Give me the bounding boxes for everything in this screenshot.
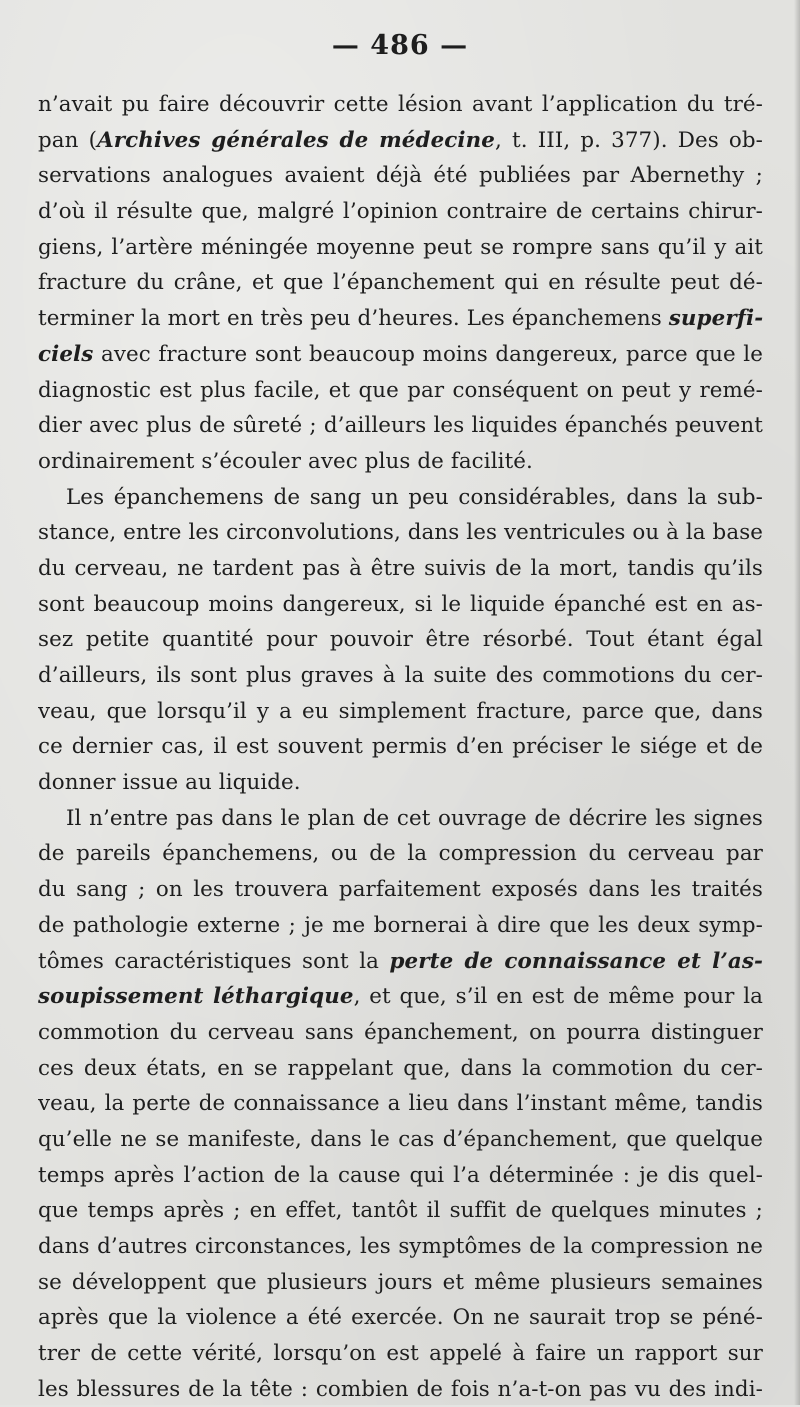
text-segment: ce dernier cas, il est souvent permis d’en préciser le siége et de	[38, 734, 763, 760]
text-segment: temps après l’action de la cause qui l’a déterminée : je dis quel-	[38, 1162, 763, 1188]
text-segment: dans d’autres circonstances, les symptômes de la compression ne	[38, 1234, 763, 1259]
text-segment: stance, entre les circonvolutions, dans les ventricules ou à la base	[38, 520, 763, 546]
text-line	[38, 1193, 763, 1229]
text-segment: ces deux états, en se rappelant que, dans la commotion du cer-	[38, 1055, 763, 1081]
text-segment: servations analogues avaient déjà été publiées par Abernethy ;	[38, 163, 763, 189]
text-line	[38, 230, 763, 266]
italic-text: perte de connaissance et l’as-	[389, 948, 763, 974]
text-line	[38, 836, 763, 872]
page-number: — 486 —	[331, 30, 469, 61]
text-segment: giens, l’artère méningée moyenne peut se rompre sans qu’il y ait	[38, 234, 763, 260]
text-line	[38, 729, 763, 765]
text-segment: , et que, s’il en est de même pour la	[353, 984, 763, 1010]
text-segment: se développent que plusieurs jours et même plusieurs semaines	[38, 1269, 763, 1295]
page-edge-shadow	[794, 0, 800, 1405]
text-segment: Les épanchemens de sang un peu considérables, dans la sub-	[66, 484, 763, 510]
text-segment: sont beaucoup moins dangereux, si le liquide épanché est en as-	[38, 591, 763, 617]
text-segment: commotion du cerveau sans épanchement, on pourra distinguer	[38, 1019, 763, 1045]
text-segment: veau, la perte de connaissance a lieu dans l’instant même, tandis	[38, 1091, 763, 1117]
text-line	[38, 1086, 763, 1122]
text-segment: sez petite quantité pour pouvoir être résorbé. Tout étant égal	[38, 627, 763, 653]
text-line	[38, 1372, 763, 1407]
text-line	[38, 979, 763, 1015]
text-segment: tômes caractéristiques sont la	[38, 948, 390, 974]
text-line	[38, 1229, 763, 1265]
text-line	[38, 1122, 763, 1158]
text-segment: les blessures de la tête : combien de fois n’a-t-on pas vu des indi-	[38, 1376, 763, 1402]
text-line	[38, 444, 763, 480]
text-line	[38, 872, 763, 908]
text-line	[38, 123, 763, 159]
text-line	[38, 194, 763, 230]
text-segment: fracture du crâne, et que l’épanchement qui en résulte peut dé-	[38, 270, 763, 296]
text-segment: , t. III, p. 377). Des ob-	[495, 127, 763, 153]
text-segment: de pareils épanchemens, ou de la compression du cerveau par	[38, 841, 763, 867]
text-line	[38, 265, 763, 301]
text-line	[38, 658, 763, 694]
body-text	[38, 87, 763, 1407]
text-segment: pan (	[38, 127, 98, 153]
text-segment: diagnostic est plus facile, et que par conséquent on peut y remé-	[38, 377, 763, 403]
text-line	[38, 801, 763, 837]
text-line	[38, 515, 763, 551]
text-line	[38, 87, 763, 123]
text-line	[38, 694, 763, 730]
text-segment: de pathologie externe ; je me bornerai à dire que les deux symp-	[38, 912, 763, 938]
text-segment: d’ailleurs, ils sont plus graves à la suite des commotions du cer-	[38, 663, 763, 688]
text-line	[38, 337, 763, 373]
italic-text: soupissement léthargique	[38, 984, 354, 1010]
text-segment: donner issue au liquide.	[38, 770, 301, 796]
text-segment: que temps après ; en effet, tantôt il suffit de quelques minutes ;	[38, 1198, 763, 1224]
text-line	[38, 1051, 763, 1087]
text-segment: qu’elle ne se manifeste, dans le cas d’épanchement, que quelque	[38, 1126, 763, 1152]
text-segment: d’où il résulte que, malgré l’opinion contraire de certains chirur-	[38, 199, 763, 225]
italic-text: superfi-	[668, 306, 763, 332]
text-segment: après que la violence a été exercée. On ne saurait trop se péné-	[38, 1305, 763, 1331]
text-line	[38, 765, 763, 801]
text-segment: avec fracture sont beaucoup moins dangereux, parce que le	[93, 341, 763, 367]
text-line	[38, 1265, 763, 1301]
text-segment: terminer la mort en très peu d’heures. Les épanchemens	[38, 306, 669, 332]
text-line	[38, 158, 763, 194]
text-segment: trer de cette vérité, lorsqu’on est appelé à faire un rapport sur	[38, 1341, 763, 1367]
text-segment: n’avait pu faire découvrir cette lésion avant l’application du tré-	[38, 92, 763, 117]
text-segment: du cerveau, ne tardent pas à être suivis de la mort, tandis qu’ils	[38, 555, 763, 581]
text-line	[38, 408, 763, 444]
text-line	[38, 1015, 763, 1051]
text-line	[38, 480, 763, 516]
text-line	[38, 944, 763, 980]
text-line	[38, 373, 763, 409]
text-line	[38, 587, 763, 623]
italic-text: Archives générales de médecine	[97, 127, 495, 153]
text-line	[38, 622, 763, 658]
text-line	[38, 301, 763, 337]
text-line	[38, 908, 763, 944]
text-segment: dier avec plus de sûreté ; d’ailleurs les liquides épanchés peuvent	[38, 413, 763, 439]
text-line	[38, 1300, 763, 1336]
text-segment: du sang ; on les trouvera parfaitement exposés dans les traités	[38, 877, 763, 903]
text-line	[38, 1336, 763, 1372]
text-line	[38, 1158, 763, 1194]
text-segment: ordinairement s’écouler avec plus de facilité.	[38, 448, 533, 474]
italic-text: ciels	[38, 341, 94, 367]
text-line	[38, 551, 763, 587]
text-segment: veau, que lorsqu’il y a eu simplement fracture, parce que, dans	[38, 698, 763, 724]
text-segment: Il n’entre pas dans le plan de cet ouvrage de décrire les signes	[66, 805, 763, 831]
